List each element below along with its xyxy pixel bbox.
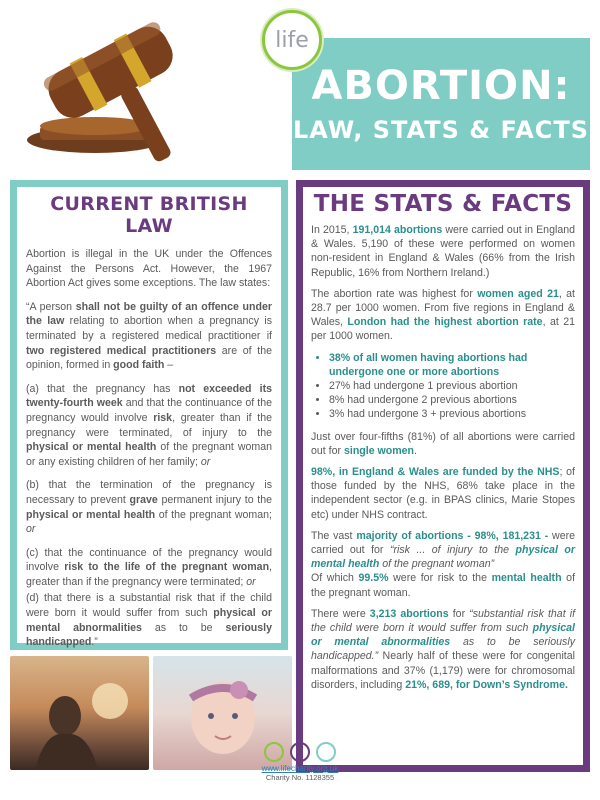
- stats-panel-content: [303, 187, 583, 765]
- law-intro: Abortion is illegal in the UK under the Offences Against the Persons Act. However, the 1967 Abortion Act gives some exceptions. The law states:: [26, 248, 272, 290]
- list-item: • 8% had undergone 2 previous abortions: [329, 393, 575, 407]
- logo-text: life: [275, 27, 309, 53]
- website-link[interactable]: www.lifecharity.org.uk: [261, 764, 339, 773]
- law-clause-c: (c) that the continuance of the pregnancy would involve risk to the life of the pregnant woman, greater than if the pregnancy were terminated; or: [26, 546, 272, 588]
- page-title: ABORTION:: [311, 63, 571, 109]
- stats-paragraph-5: The vast majority of abortions - 98%, 181,231 - were carried out for “risk ... of injury to the physical or mental health of the pregnant woman” Of which 99.5% were for risk to the mental health of the pregnant woman.: [311, 529, 576, 599]
- law-clause-a: (a) that the pregnancy has not exceeded its twenty-fourth week and that the continuance of the pregnancy would involve risk, greater than if the pregnancy were terminated, of injury to the physical or mental health of the pregnant woman or any existing children of her family; or: [26, 382, 272, 468]
- stats-paragraph-1: In 2015, 191,014 abortions were carried out in England & Wales. 5,190 of these were performed on women non-resident in England & Wales (66% from the Irish Republic, 16% from Northern Ireland.): [311, 224, 575, 279]
- law-heading: CURRENT BRITISH LAW: [50, 193, 248, 237]
- list-item: • 38% of all women having abortions had undergone one or more abortions: [329, 351, 575, 379]
- charity-number: Charity No. 1128355: [265, 773, 335, 782]
- list-item: • 27% had undergone 1 previous abortion: [329, 379, 575, 393]
- gavel-image: [0, 0, 290, 170]
- stats-paragraph-6: There were 3,213 abortions for “substantial risk that if the child were born it would suffer from such physical or mental abnormalities as to be seriously handicapped.” Nearly half of these were for congenital malformations and 37% (1,179) were for chromosomal disorders, including 21%, 689, for Down’s Syndrome.: [311, 607, 576, 691]
- stats-paragraph-2: The abortion rate was highest for women aged 21, at 28.7 per 1000 women. From five regions in England & Wales, London had the highest abortion rate, at 21 per 1000 women.: [311, 287, 575, 343]
- woman-sunset-photo: [10, 656, 149, 770]
- law-clause-d: (d) that there is a substantial risk that if the child were born it would suffer from such physical or mental abnormalities as to be seriously handicapped.”: [26, 592, 272, 649]
- page-subtitle: LAW, STATS & FACTS: [292, 116, 590, 144]
- law-panel-content: [17, 187, 281, 649]
- stats-heading: THE STATS & FACTS: [313, 191, 573, 217]
- law-panel: [10, 180, 288, 650]
- care-icon: [316, 742, 336, 762]
- title-banner: [292, 38, 590, 170]
- stats-bullet-list: [329, 351, 575, 422]
- list-item: • 3% had undergone 3 + previous abortions: [329, 407, 575, 421]
- law-quote: “A person shall not be guilty of an offence under the law relating to abortion when a pregnancy is terminated by a registered medical practitioner if two registered medical practitioners are of the opinion, formed in good faith –: [26, 300, 272, 372]
- hands-icon: [264, 742, 284, 762]
- stats-paragraph-4: 98%, in England & Wales are funded by the NHS; of those funded by the NHS, 68% take place in the independent sector (e.g. in BPAS clinics, Marie Stopes etc) under NHS contract.: [311, 466, 575, 521]
- law-clause-b: (b) that the termination of the pregnancy is necessary to prevent grave permanent injury to the physical or mental health of the pregnant woman; or: [26, 479, 272, 536]
- stats-paragraph-3: Just over four-fifths (81%) of all abortions were carried out for single women.: [311, 430, 575, 457]
- heart-hands-icon: [290, 742, 310, 762]
- footer: [230, 742, 370, 800]
- life-logo: [262, 10, 322, 70]
- stats-panel: [296, 180, 590, 772]
- footer-icons: [230, 742, 370, 762]
